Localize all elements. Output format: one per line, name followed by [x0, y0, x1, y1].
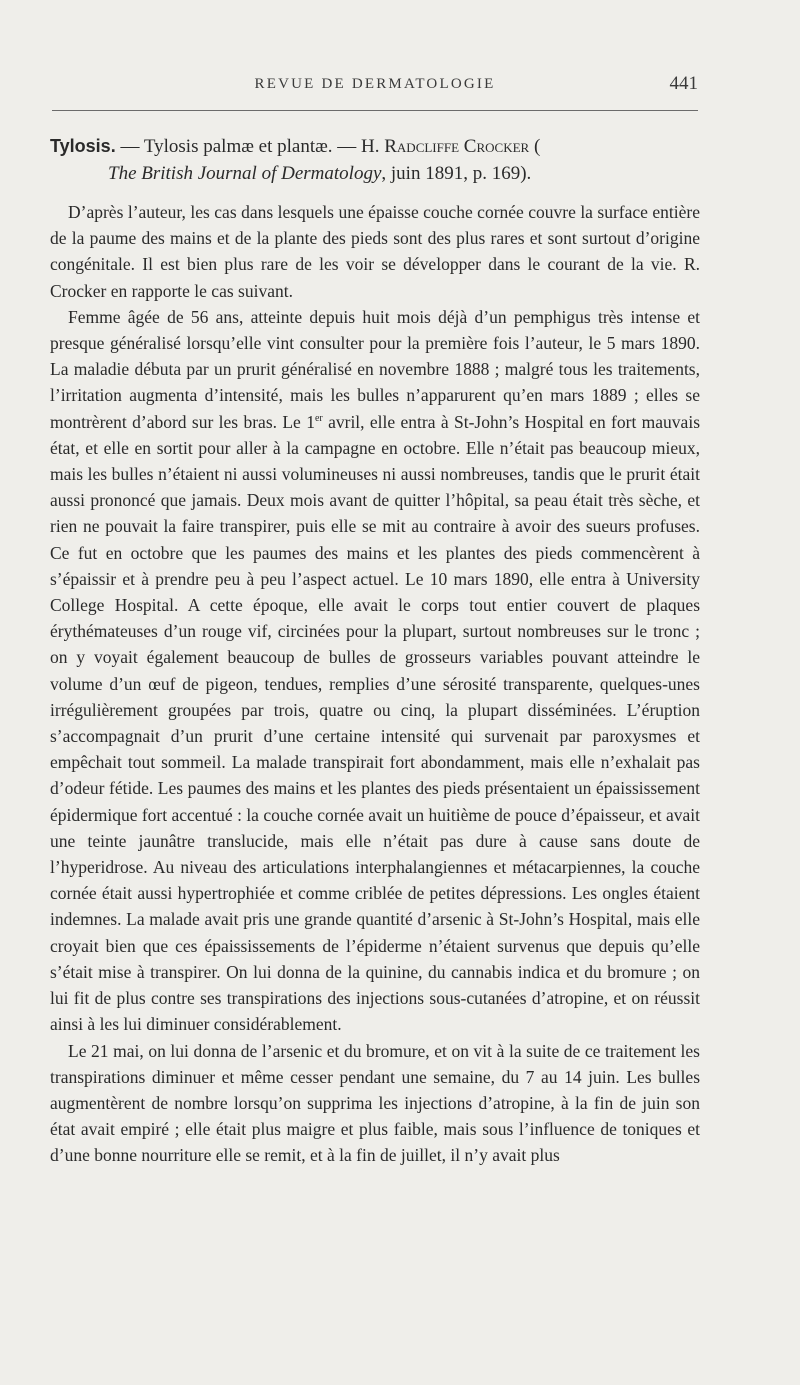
paragraph-3: Le 21 mai, on lui donna de l’arsenic et du bromure, et on vit à la suite de ce traitement les transpirations diminuer et même cesser pendant une semaine, du 7 au 14 juin. Les bulles augmentèrent de nombre lorsqu’on supprima les injections d’atropine, à la fin de juin son état avait empiré ; elle était plus maigre et plus faible, mais sous l’influence de toniques et d’une bonne nourriture elle se remit, et à la fin de juillet, il n’y avait plus: [50, 1040, 700, 1166]
article-author: Radcliffe Crocker: [384, 136, 530, 157]
article-title-text: — Tylosis palmæ et plantæ. — H.: [115, 136, 385, 157]
article-keyword: Tylosis.: [50, 136, 116, 156]
running-head: [52, 73, 698, 100]
running-title: REVUE DE DERMATOLOGIE: [254, 76, 496, 92]
paragraph-2-part-a: Femme âgée de 56 ans, atteinte depuis huit mois déjà d’un pemphigus très intense et presque généralisé lorsqu’elle vint consulter pour la première fois l’auteur, le 5 mars 1890. La maladie débuta par un prurit généralisé en novembre 1888 ; malgré tous les traitements, l’irritation augmenta d’intensité, mais les bulles n’apparurent qu’en mars 1889 ; elles se montrèrent d’abord sur les bras. Le 1: [50, 306, 700, 432]
journal-name: The British Journal of Dermatology: [108, 163, 382, 184]
article: [50, 133, 700, 1169]
article-citation: [50, 160, 700, 187]
paragraph-2: [50, 304, 700, 1038]
page-number: 441: [669, 73, 698, 94]
citation-details: , juin 1891, p. 169).: [381, 163, 532, 184]
article-title: [50, 133, 700, 160]
superscript-er: er: [314, 412, 323, 424]
paragraph-2-part-b: avril, elle entra à St-John’s Hospital en fort mauvais état, et elle en sortit pour aller à la campagne en octobre. Elle n’était pas beaucoup mieux, mais les bulles n’étaient ni aussi volumineuses ni aussi nombreuses, tandis que le prurit était aussi prononcé que jamais. Deux mois avant de quitter l’hôpital, sa peau était très sèche, et rien ne pouvait la faire transpirer, puis elle se mit au contraire à avoir des sueurs profuses. Ce fut en octobre que les paumes des mains et les plantes des pieds commencèrent à s’épaissir et à prendre peu à peu l’aspect actuel. Le 10 mars 1890, elle entra à University College Hospital. A cette époque, elle avait le corps tout entier couvert de plaques érythémateuses d’un rouge vif, circinées pour la plupart, surtout nombreuses sur le tronc ; on y voyait également beaucoup de bulles de grosseurs variables pouvant atteindre le volume d’un œuf de pigeon, tendues, remplies d’une sérosité transparente, quelques-unes irrégulièrement groupées par trois, quatre ou cinq, la plupart disséminées. L’éruption s’accompagnait d’un prurit d’une certaine intensité qui survenait par paroxysmes et empêchait tout sommeil. La malade transpirait fort abondamment, mais elle n’exhalait pas d’odeur fétide. Les paumes des mains et les plantes des pieds présentaient un épaississement épidermique fort accentué : la couche cornée avait un huitième de pouce d’épaisseur, et avait une teinte jaunâtre translucide, mais elle n’était pas dure à cause sans doute de l’hyperidrose. Au niveau des articulations interphalangiennes et métacarpiennes, la couche cornée était aussi hypertrophiée et comme criblée de petites dépressions. Les ongles étaient indemnes. La malade avait pris une grande quantité d’arsenic à St-John’s Hospital, mais elle croyait bien que ces épaississements de l’épiderme n’étaient survenus que depuis qu’elle s’était mise à transpirer. On lui donna de la quinine, du cannabis indica et du bromure ; on lui fit de plus contre ses transpirations des injections sous-cutanées d’atropine, et on réussit ainsi à les lui diminuer considérablement.: [50, 411, 701, 1035]
citation-open: (: [529, 136, 541, 157]
paragraph-1: D’après l’auteur, les cas dans lesquels une épaisse couche cornée couvre la surface entière de la paume des mains et de la plante des pieds sont des plus rares et sont surtout d’origine congénitale. Il est bien plus rare de les voir se développer dans le courant de la vie. R. Crocker en rapporte le cas suivant.: [50, 202, 700, 301]
header-rule: [52, 110, 698, 111]
